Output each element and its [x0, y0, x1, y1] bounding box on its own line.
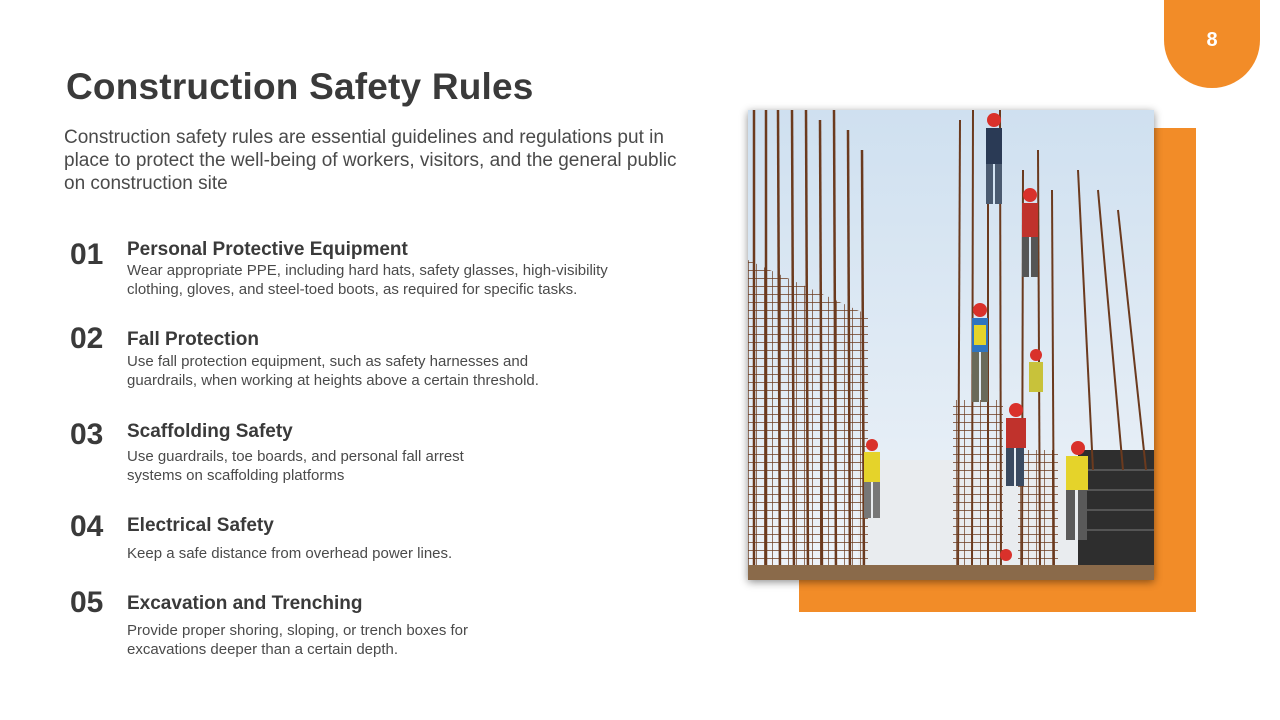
rule-number: 02	[70, 322, 104, 355]
rule-heading: Excavation and Trenching	[127, 593, 363, 614]
rule-number: 04	[70, 510, 104, 543]
rule-number: 03	[70, 418, 104, 451]
slide-title: Construction Safety Rules	[66, 66, 534, 107]
rule-heading: Scaffolding Safety	[127, 421, 293, 442]
rule-description: Use fall protection equipment, such as safety harnesses and guardrails, when working at heights above a certain threshold.	[127, 353, 539, 389]
rule-heading: Electrical Safety	[127, 515, 274, 536]
rule-description: Use guardrails, toe boards, and personal fall arrest systems on scaffolding platforms	[127, 448, 464, 484]
page-number-badge	[1164, 0, 1260, 88]
rule-description: Wear appropriate PPE, including hard hats, safety glasses, high-visibility clothing, gloves, and steel-toed boots, as required for specific tasks.	[127, 262, 608, 298]
rule-heading: Personal Protective Equipment	[127, 239, 408, 260]
rule-number: 01	[70, 238, 104, 271]
rule-number: 05	[70, 586, 104, 619]
construction-photo	[748, 110, 1154, 580]
rule-heading: Fall Protection	[127, 329, 259, 350]
rule-description: Keep a safe distance from overhead power lines.	[127, 545, 453, 562]
page-number: 8	[1206, 28, 1218, 51]
intro-paragraph: Construction safety rules are essential guidelines and regulations put in place to protect the well-being of workers, visitors, and the general public on construction site	[64, 127, 677, 194]
rule-description: Provide proper shoring, sloping, or trench boxes for excavations deeper than a certain depth.	[127, 622, 469, 658]
